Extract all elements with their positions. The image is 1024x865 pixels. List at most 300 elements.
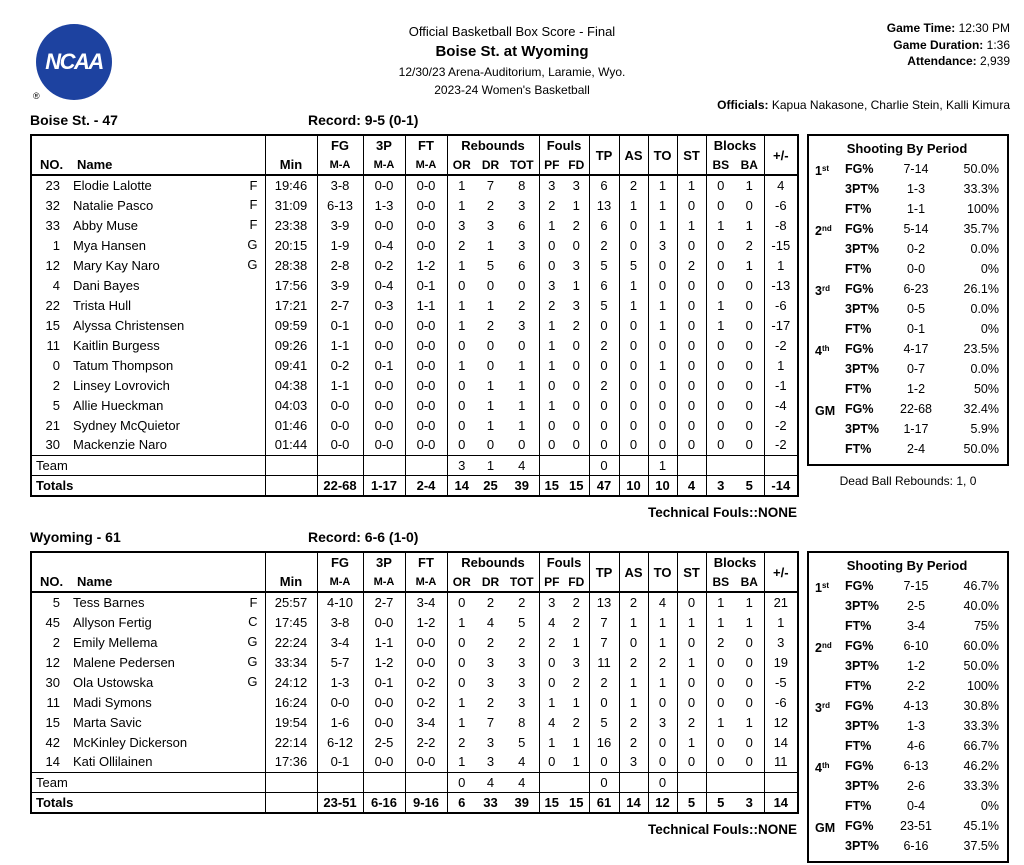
stat-fg: 3-4 [317, 632, 363, 652]
period-label: 2nd [815, 641, 832, 655]
shot-type-label: 3PT% [845, 659, 880, 673]
stat-dr: 1 [486, 237, 495, 253]
stat-min: 28:38 [265, 255, 317, 275]
col-st: ST [677, 552, 706, 592]
stat-3p: 2-7 [363, 592, 405, 612]
totals-st: 5 [677, 792, 706, 813]
stat-min: 09:26 [265, 335, 317, 355]
player-name-cell [69, 335, 265, 355]
stat-3p: 0-0 [363, 335, 405, 355]
player-name-cell [69, 355, 265, 375]
col-min: Min [265, 155, 317, 175]
stat-3p: 1-3 [363, 195, 405, 215]
stat-bs: 0 [706, 732, 735, 752]
stat-fg: 0-1 [317, 315, 363, 335]
stat-plusminus: 11 [764, 752, 798, 772]
stat-3p: 0-4 [363, 235, 405, 255]
percentage: 50% [973, 382, 999, 396]
stat-ba: 0 [745, 754, 753, 770]
col-ft: FT [405, 552, 447, 572]
stat-fg: 1-3 [317, 672, 363, 692]
stat-ft: 0-0 [405, 435, 447, 455]
stat-dr: 1 [486, 397, 495, 413]
shooting-row [815, 239, 999, 259]
stat-to: 0 [648, 752, 677, 772]
col-or: OR [447, 155, 476, 175]
stat-ft: 0-2 [405, 692, 447, 712]
stat-bs: 0 [706, 235, 735, 255]
stat-or: 0 [447, 435, 476, 455]
shot-type-label: FT% [845, 442, 872, 456]
totals-3p: 1-17 [363, 475, 405, 496]
player-name: Dani Bayes [73, 277, 140, 293]
player-name-cell [69, 175, 265, 195]
player-number: 30 [45, 437, 60, 453]
stat-st: 2 [677, 712, 706, 732]
shooting-panel-wyoming [807, 551, 1009, 863]
team-row-label: Team [31, 455, 265, 475]
stat-as: 1 [619, 195, 648, 215]
officials-names: Kapua Nakasone, Charlie Stein, Kalli Kimura [771, 98, 1010, 112]
stat-pf: 2 [539, 295, 564, 315]
stat-as: 0 [619, 355, 648, 375]
percentage: 35.7% [963, 222, 999, 236]
made-attempted: 1-3 [906, 719, 926, 733]
stat-3p: 0-0 [363, 612, 405, 632]
totals-dr: 25 [476, 475, 505, 496]
col-tp: TP [589, 552, 619, 592]
box-score-header [31, 552, 798, 592]
stat-3p: 0-0 [363, 215, 405, 235]
stat-dr: 2 [486, 317, 495, 333]
stat-tot: 3 [518, 694, 526, 710]
stat-as: 5 [619, 255, 648, 275]
stat-st: 0 [677, 275, 706, 295]
attendance-value: 2,939 [979, 54, 1010, 68]
stat-ft: 0-2 [405, 672, 447, 692]
col-fg: FG [317, 552, 363, 572]
stat-ft: 3-4 [405, 712, 447, 732]
col-to: TO [648, 552, 677, 592]
stat-min: 09:41 [265, 355, 317, 375]
stat-ft: 3-4 [405, 592, 447, 612]
shooting-panel-title: Shooting By Period [846, 558, 968, 573]
totals-ba: 5 [735, 475, 764, 496]
shot-type-label: 3PT% [845, 362, 880, 376]
stat-tot: 4 [518, 754, 526, 770]
stat-ft: 2-2 [405, 732, 447, 752]
box-score-table-wyoming [30, 551, 799, 814]
stat-fg: 5-7 [317, 652, 363, 672]
stat-to: 1 [648, 175, 677, 195]
player-name: Allie Hueckman [73, 397, 164, 413]
stat-as: 1 [619, 612, 648, 632]
col-blocks: Blocks [706, 552, 764, 572]
player-row [31, 395, 798, 415]
totals-label: Totals [31, 475, 265, 496]
stat-as: 2 [619, 175, 648, 195]
officials-label: Officials: [717, 98, 769, 112]
technical-fouls-value: NONE [757, 505, 797, 520]
stat-plusminus: 1 [764, 255, 798, 275]
period-label: GM [815, 404, 836, 418]
stat-3p: 1-2 [363, 652, 405, 672]
stat-pf: 1 [539, 215, 564, 235]
game-meta [887, 20, 1010, 70]
shot-type-label: FT% [845, 739, 872, 753]
made-attempted: 7-14 [903, 162, 929, 176]
stat-3p: 0-0 [363, 375, 405, 395]
col-to: TO [648, 135, 677, 175]
player-position: G [247, 674, 258, 689]
game-time-label: Game Time: [886, 21, 956, 35]
stat-tot: 3 [518, 197, 526, 213]
stat-min: 22:24 [265, 632, 317, 652]
col-plusminus: +/- [764, 552, 798, 592]
percentage: 75% [973, 619, 999, 633]
stat-3p: 0-1 [363, 672, 405, 692]
game-duration-value: 1:36 [986, 37, 1010, 52]
stat-st: 0 [677, 632, 706, 652]
stat-bs: 0 [706, 652, 735, 672]
player-position: F [249, 197, 258, 212]
stat-tp: 7 [589, 632, 619, 652]
stat-pf: 3 [539, 175, 564, 195]
stat-as: 1 [619, 295, 648, 315]
stat-fd: 1 [572, 634, 580, 650]
period-label [815, 299, 845, 319]
percentage: 66.7% [963, 739, 999, 753]
col-blocks: Blocks [706, 135, 764, 155]
stat-st: 0 [677, 375, 706, 395]
stat-ba: 0 [745, 357, 753, 373]
stat-ba: 0 [745, 654, 753, 670]
stat-fg: 3-8 [317, 175, 363, 195]
totals-tp: 47 [589, 475, 619, 496]
stat-ft: 0-0 [405, 315, 447, 335]
shooting-row [815, 159, 999, 179]
stat-tot: 8 [518, 714, 526, 730]
totals-or: 6 [447, 792, 476, 813]
made-attempted: 22-68 [900, 402, 932, 416]
stat-as: 0 [619, 632, 648, 652]
period-label [815, 616, 845, 636]
shot-type-label: FG% [845, 639, 874, 653]
made-attempted: 7-15 [903, 579, 929, 593]
stat-tp: 11 [589, 652, 619, 672]
stat-ba: 0 [745, 397, 753, 413]
stat-tp: 6 [589, 275, 619, 295]
stat-ba: 0 [745, 197, 753, 213]
col-fg-ma: M-A [317, 155, 363, 175]
stat-min: 24:12 [265, 672, 317, 692]
shot-type-label: FG% [845, 759, 874, 773]
game-duration-line [887, 37, 1010, 54]
stat-ba: 0 [745, 297, 753, 313]
stat-pf: 0 [539, 415, 564, 435]
player-name-cell [69, 712, 265, 732]
stat-tp: 13 [589, 195, 619, 215]
stat-3p: 0-0 [363, 435, 405, 455]
player-number: 1 [52, 237, 60, 253]
totals-st: 4 [677, 475, 706, 496]
stat-3p: 0-0 [363, 752, 405, 772]
stat-plusminus: 12 [764, 712, 798, 732]
stat-fd: 0 [572, 357, 580, 373]
report-title: Official Basketball Box Score - Final [408, 24, 616, 39]
stat-bs: 1 [706, 592, 735, 612]
totals-tot: 39 [505, 792, 539, 813]
player-number: 23 [45, 178, 60, 193]
stat-or: 2 [447, 235, 476, 255]
player-name: Alyssa Christensen [73, 317, 185, 333]
stat-st: 0 [677, 195, 706, 215]
stat-to: 0 [648, 415, 677, 435]
stat-min: 04:38 [265, 375, 317, 395]
shot-type-label: FT% [845, 202, 872, 216]
stat-dr: 3 [486, 217, 495, 233]
stat-ba: 0 [745, 734, 753, 750]
player-name: Trista Hull [73, 297, 132, 313]
stat-dr: 0 [486, 337, 495, 353]
percentage: 50.0% [963, 442, 999, 456]
player-number: 4 [52, 277, 60, 293]
stat-fd: 1 [572, 734, 580, 750]
stat-dr: 7 [486, 178, 495, 193]
stat-to: 2 [648, 652, 677, 672]
stat-tp: 5 [589, 295, 619, 315]
stat-fd: 2 [572, 674, 580, 690]
shooting-row [815, 299, 999, 319]
stat-fd: 2 [572, 714, 580, 730]
stat-tot: 3 [518, 654, 526, 670]
stat-tp: 0 [589, 355, 619, 375]
team-dr: 4 [476, 772, 505, 792]
percentage: 33.3% [963, 182, 999, 196]
stat-tp: 5 [589, 712, 619, 732]
player-name: Marta Savic [73, 714, 142, 730]
stat-tp: 0 [589, 692, 619, 712]
totals-ba: 3 [735, 792, 764, 813]
player-row [31, 692, 798, 712]
shooting-row [815, 756, 999, 776]
stat-or: 1 [447, 175, 476, 195]
stat-as: 0 [619, 375, 648, 395]
stat-ba: 0 [745, 417, 753, 433]
stat-to: 1 [648, 632, 677, 652]
stat-tp: 13 [589, 592, 619, 612]
stat-to: 3 [648, 712, 677, 732]
player-number: 5 [52, 595, 60, 610]
col-fd: FD [568, 157, 585, 172]
period-label: 4th [815, 344, 830, 358]
stat-dr: 1 [486, 297, 495, 313]
team-dr: 1 [476, 455, 505, 475]
totals-or: 14 [447, 475, 476, 496]
shooting-row [815, 179, 999, 199]
player-name: Kaitlin Burgess [73, 337, 160, 353]
title-block [0, 24, 1024, 97]
period-label [815, 179, 845, 199]
stat-st: 0 [677, 592, 706, 612]
stat-dr: 3 [486, 754, 495, 770]
stat-ba: 1 [745, 178, 753, 193]
shooting-row [815, 259, 999, 279]
col-fg-ma: M-A [317, 572, 363, 592]
made-attempted: 6-10 [903, 639, 929, 653]
stat-bs: 1 [706, 215, 735, 235]
totals-bs: 3 [706, 475, 735, 496]
period-label: 3rd [815, 701, 830, 715]
made-attempted: 5-14 [903, 222, 929, 236]
col-tot: TOT [509, 157, 534, 172]
col-st: ST [677, 135, 706, 175]
stat-ba: 0 [745, 337, 753, 353]
col-bs: BS [706, 572, 735, 592]
made-attempted: 2-4 [906, 442, 926, 456]
made-attempted: 4-13 [903, 699, 929, 713]
percentage: 0.0% [970, 362, 999, 376]
player-number: 15 [45, 317, 60, 333]
player-position: G [247, 237, 258, 252]
col-3p: 3P [363, 552, 405, 572]
officials-line [717, 98, 1010, 112]
col-fouls: Fouls [539, 135, 589, 155]
percentage: 0.0% [970, 242, 999, 256]
stat-tot: 8 [518, 178, 526, 193]
stat-fd: 3 [572, 297, 580, 313]
stat-min: 17:45 [265, 612, 317, 632]
period-label [815, 239, 845, 259]
shot-type-label: FG% [845, 579, 874, 593]
team-tot: 4 [505, 455, 539, 475]
stat-fd: 1 [572, 754, 580, 770]
period-label [815, 716, 845, 736]
player-name: Sydney McQuietor [73, 417, 180, 433]
player-number: 42 [45, 734, 60, 750]
stat-ba: 1 [745, 257, 753, 273]
player-name-cell [69, 732, 265, 752]
shot-type-label: FT% [845, 619, 872, 633]
player-name-cell [69, 375, 265, 395]
player-name: Tatum Thompson [73, 357, 174, 373]
made-attempted: 23-51 [900, 819, 932, 833]
shooting-row [815, 576, 999, 596]
stat-ft: 0-0 [405, 652, 447, 672]
stat-ft: 0-1 [405, 275, 447, 295]
stat-st: 1 [677, 612, 706, 632]
stat-plusminus: -17 [764, 315, 798, 335]
stat-or: 0 [447, 592, 476, 612]
stat-fd: 3 [572, 178, 580, 193]
stat-plusminus: 3 [764, 632, 798, 652]
made-attempted: 0-7 [906, 362, 926, 376]
stat-ba: 1 [745, 714, 753, 730]
totals-plusminus: 14 [764, 792, 798, 813]
stat-fd: 0 [572, 377, 580, 393]
attendance-label: Attendance: [907, 54, 977, 68]
col-rebounds: Rebounds [447, 135, 539, 155]
shot-type-label: FG% [845, 819, 874, 833]
player-row [31, 752, 798, 772]
shooting-row [815, 776, 999, 796]
stat-tot: 0 [518, 337, 526, 353]
stat-as: 0 [619, 335, 648, 355]
made-attempted: 0-1 [906, 322, 926, 336]
wyoming-section [0, 529, 1024, 863]
col-rebounds: Rebounds [447, 552, 539, 572]
stat-ft: 0-0 [405, 195, 447, 215]
player-name: Kati Ollilainen [73, 754, 153, 770]
stat-to: 0 [648, 435, 677, 455]
shooting-row [815, 596, 999, 616]
stat-tot: 3 [518, 317, 526, 333]
stat-fg: 0-0 [317, 415, 363, 435]
boise-summary-rows [31, 455, 798, 496]
stat-ba: 0 [745, 377, 753, 393]
stat-as: 0 [619, 215, 648, 235]
percentage: 60.0% [963, 639, 999, 653]
col-ba: BA [740, 157, 758, 172]
team-or: 0 [447, 772, 476, 792]
stat-pf: 0 [539, 435, 564, 455]
col-tot: TOT [509, 574, 534, 589]
player-name-cell [69, 435, 265, 455]
boise-team-line [30, 112, 797, 134]
stat-pf: 4 [539, 712, 564, 732]
stat-min: 16:24 [265, 692, 317, 712]
period-label [815, 439, 845, 459]
col-bs: BS [706, 155, 735, 175]
stat-or: 0 [447, 652, 476, 672]
totals-ft: 9-16 [405, 792, 447, 813]
shot-type-label: FT% [845, 322, 872, 336]
stat-bs: 0 [706, 752, 735, 772]
player-row [31, 315, 798, 335]
percentage: 50.0% [963, 659, 999, 673]
stat-min: 01:46 [265, 415, 317, 435]
player-name-cell [69, 632, 265, 652]
team-to: 0 [648, 772, 677, 792]
player-row [31, 415, 798, 435]
totals-fd: 15 [564, 475, 589, 496]
stat-or: 1 [447, 712, 476, 732]
stat-ba: 0 [745, 634, 753, 650]
stat-ft: 0-0 [405, 235, 447, 255]
stat-to: 1 [648, 195, 677, 215]
stat-pf: 0 [539, 752, 564, 772]
stat-min: 09:59 [265, 315, 317, 335]
shooting-row [815, 419, 999, 439]
player-row [31, 215, 798, 235]
stat-to: 0 [648, 335, 677, 355]
stat-3p: 0-4 [363, 275, 405, 295]
col-as: AS [619, 135, 648, 175]
shooting-row [815, 219, 999, 239]
stat-plusminus: -2 [764, 335, 798, 355]
stat-fg: 6-12 [317, 732, 363, 752]
player-number: 12 [45, 654, 60, 670]
stat-dr: 2 [486, 634, 495, 650]
stat-tp: 0 [589, 415, 619, 435]
stat-tot: 0 [518, 277, 526, 293]
stat-or: 1 [447, 612, 476, 632]
totals-fd: 15 [564, 792, 589, 813]
stat-min: 17:36 [265, 752, 317, 772]
player-position: G [247, 257, 258, 272]
player-number: 32 [45, 197, 60, 213]
player-position: C [248, 614, 258, 629]
